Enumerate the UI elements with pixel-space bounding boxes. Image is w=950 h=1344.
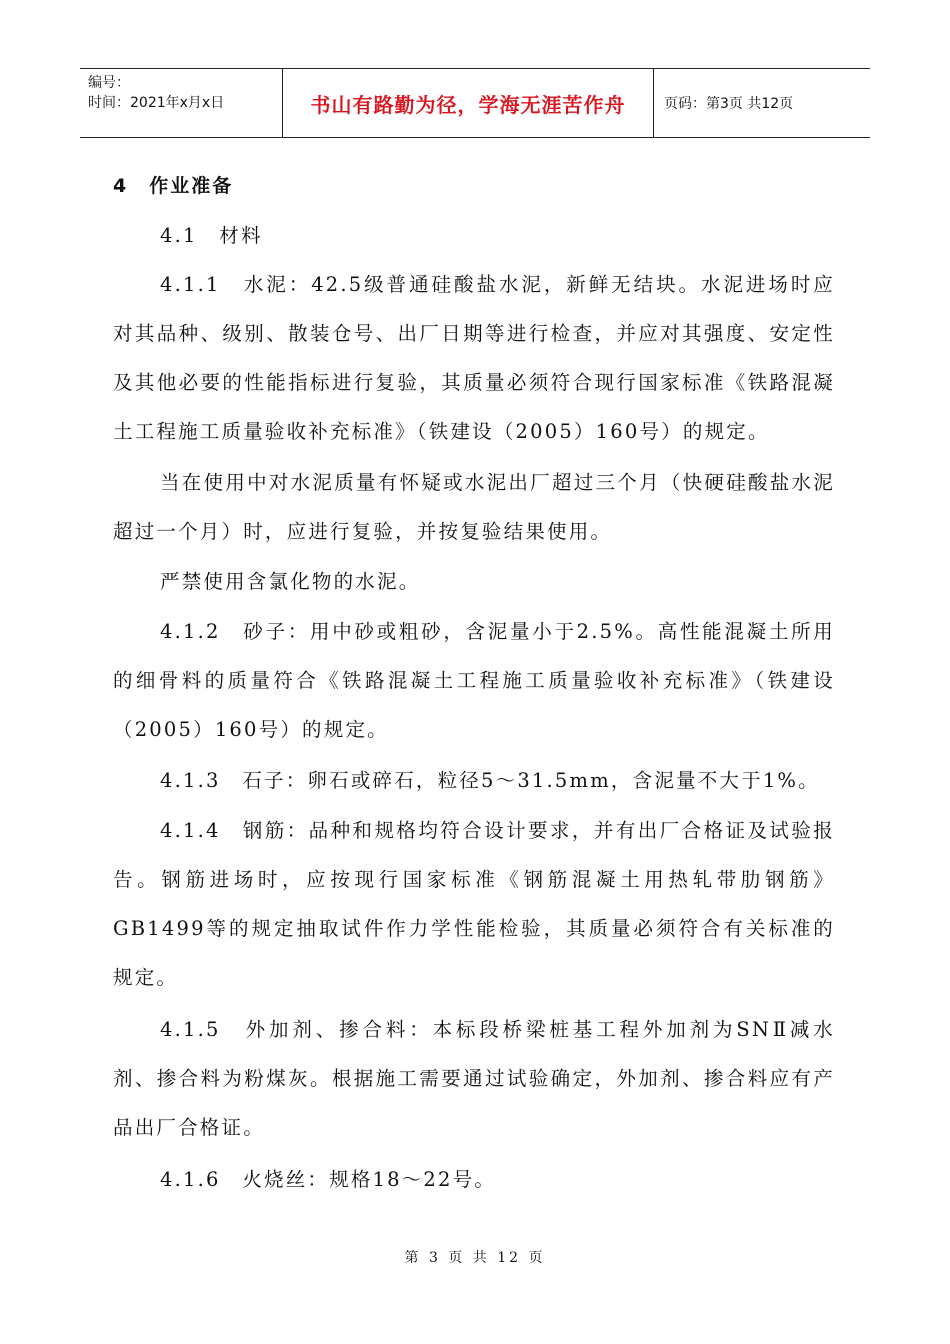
paragraph-cement-retest: 当在使用中对水泥质量有怀疑或水泥出厂超过三个月（快硬硅酸盐水泥超过一个月）时，应进行复验，并按复验结果使用。 xyxy=(113,471,835,543)
subsection-heading: 4.1 材料 xyxy=(160,224,263,247)
paragraph-admixture: 4.1.5 外加剂、掺合料：本标段桥梁桩基工程外加剂为SNⅡ减水剂、掺合料为粉煤灰。根据施工需要通过试验确定，外加剂、掺合料应有产品出厂合格证。 xyxy=(113,1018,835,1139)
header-motto: 书山有路勤为径，学海无涯苦作舟 xyxy=(283,69,654,137)
paragraph-rebar: 4.1.4 钢筋：品种和规格均符合设计要求，并有出厂合格证及试验报告。钢筋进场时，应按现行国家标准《钢筋混凝土用热轧带肋钢筋》GB1499等的规定抽取试件作力学性能检验，其质量必须符合有关标准的规定。 xyxy=(113,819,835,989)
document-number-label: 编号： xyxy=(88,75,130,91)
paragraph-gravel: 4.1.3 石子：卵石或碎石，粒径5～31.5mm，含泥量不大于1%。 xyxy=(160,769,820,792)
paragraph-sand: 4.1.2 砂子：用中砂或粗砂，含泥量小于2.5%。高性能混凝土所用的细骨料的质量符合《铁路混凝土工程施工质量验收补充标准》（铁建设（2005）160号）的规定。 xyxy=(113,620,835,741)
paragraph-cement: 4.1.1 水泥：42.5级普通硅酸盐水泥，新鲜无结块。水泥进场时应对其品种、级别、散装仓号、出厂日期等进行检查，并应对其强度、安定性及其他必要的性能指标进行复验，其质量必须符合现行国家标准《铁路混凝土工程施工质量验收补充标准》（铁建设（2005）160号）的规定。 xyxy=(113,273,835,443)
paragraph-chloride: 严禁使用含氯化物的水泥。 xyxy=(160,570,421,593)
header-page-info: 页码：第3页 共12页 xyxy=(664,96,794,112)
page-header xyxy=(80,68,870,138)
header-meta xyxy=(80,69,283,137)
paragraph-binding-wire: 4.1.6 火烧丝：规格18～22号。 xyxy=(160,1168,497,1191)
page-footer: 第 3 页 共 12 页 xyxy=(404,1250,546,1266)
section-heading: 4 作业准备 xyxy=(113,175,234,197)
document-date: 时间：2021年x月x日 xyxy=(88,95,225,111)
